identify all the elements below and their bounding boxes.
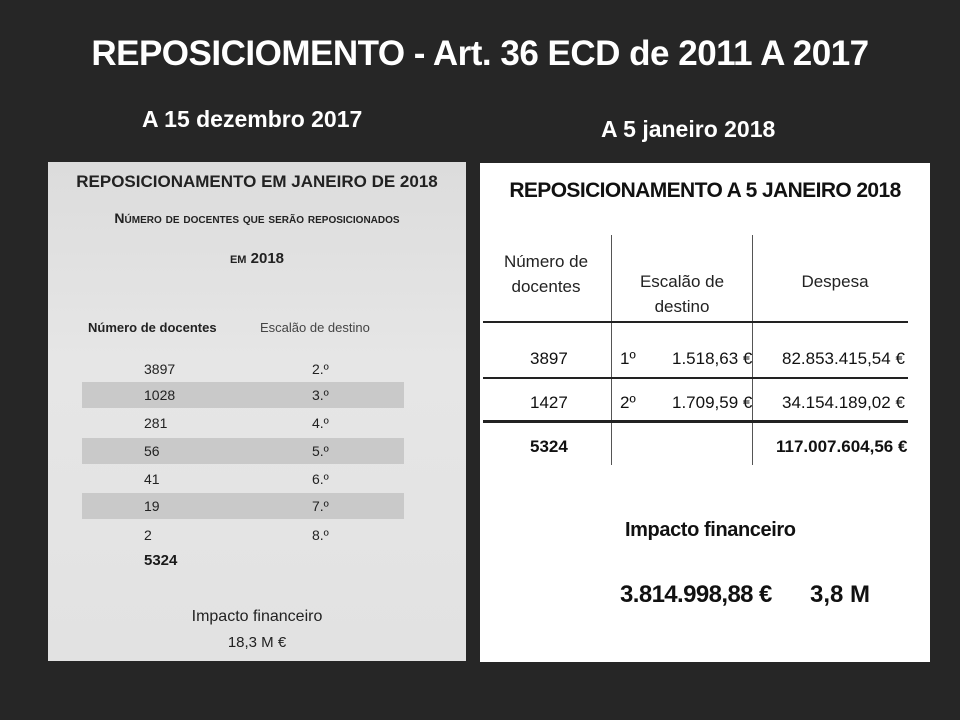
row-docentes: 1028 xyxy=(144,387,176,403)
left-subtitle: A 15 dezembro 2017 xyxy=(142,106,363,132)
row-escalao: 4.º xyxy=(312,415,329,431)
left-col-docentes: Número de docentes xyxy=(88,320,217,335)
left-heading: REPOSICIONAMENTO EM JANEIRO DE 2018 xyxy=(76,172,438,191)
table-row xyxy=(82,466,404,492)
row2-escalao: 2º xyxy=(620,393,636,412)
right-document-panel xyxy=(480,163,930,662)
row-docentes: 41 xyxy=(144,471,160,487)
table-row xyxy=(82,356,404,382)
table-row xyxy=(82,493,404,519)
table-row xyxy=(82,410,404,436)
row1-despesa: 82.853.415,54 € xyxy=(782,349,905,368)
table-divider xyxy=(483,420,908,423)
left-impact-value: 18,3 M € xyxy=(227,634,287,651)
row-escalao: 3.º xyxy=(312,387,329,403)
left-document-panel xyxy=(48,162,466,661)
col-header-despesa: Despesa xyxy=(801,272,869,291)
table-row xyxy=(82,382,404,408)
left-year: em 2018 xyxy=(229,250,285,267)
row-escalao: 2.º xyxy=(312,361,329,377)
left-total: 5324 xyxy=(144,552,178,569)
total-despesa: 117.007.604,56 € xyxy=(776,437,908,456)
right-heading: REPOSICIONAMENTO A 5 JANEIRO 2018 xyxy=(509,179,901,202)
row-escalao: 7.º xyxy=(312,498,329,514)
col-header-docentes xyxy=(500,249,592,299)
col-header-docentes-line2: docentes xyxy=(511,277,581,296)
table-divider xyxy=(483,321,908,323)
row2-valor: 1.709,59 € xyxy=(672,393,753,412)
slide-title: REPOSICIOMENTO - Art. 36 ECD de 2011 A 2017 xyxy=(91,34,869,73)
table-row xyxy=(82,522,404,548)
row1-docentes: 3897 xyxy=(530,349,568,368)
row-docentes: 56 xyxy=(144,443,160,459)
left-col-escalao: Escalão de destino xyxy=(260,320,370,335)
right-subtitle: A 5 janeiro 2018 xyxy=(601,116,776,142)
row-escalao: 5.º xyxy=(312,443,329,459)
table-divider xyxy=(611,235,612,465)
row2-despesa: 34.154.189,02 € xyxy=(782,393,905,412)
col-header-docentes-line1: Número de xyxy=(503,252,589,271)
row-docentes: 3897 xyxy=(144,361,176,377)
row-escalao: 8.º xyxy=(312,527,329,543)
right-impact-short: 3,8 M xyxy=(810,581,871,608)
row-escalao: 6.º xyxy=(312,471,329,487)
row1-escalao: 1º xyxy=(620,349,636,368)
col-header-escalao: Escalão de destino xyxy=(639,272,725,316)
row-docentes: 281 xyxy=(144,415,168,431)
right-impact-label: Impacto financeiro xyxy=(625,519,796,541)
table-divider xyxy=(483,377,908,379)
total-docentes: 5324 xyxy=(530,437,568,456)
row-docentes: 19 xyxy=(144,498,160,514)
row-docentes: 2 xyxy=(144,527,152,543)
right-impact-value: 3.814.998,88 € xyxy=(620,581,772,608)
left-subheading: Número de docentes que serão reposicionados xyxy=(114,210,400,226)
table-row xyxy=(82,438,404,464)
row2-docentes: 1427 xyxy=(530,393,568,412)
row1-valor: 1.518,63 € xyxy=(672,349,753,368)
left-impact-label: Impacto financeiro xyxy=(191,608,323,625)
